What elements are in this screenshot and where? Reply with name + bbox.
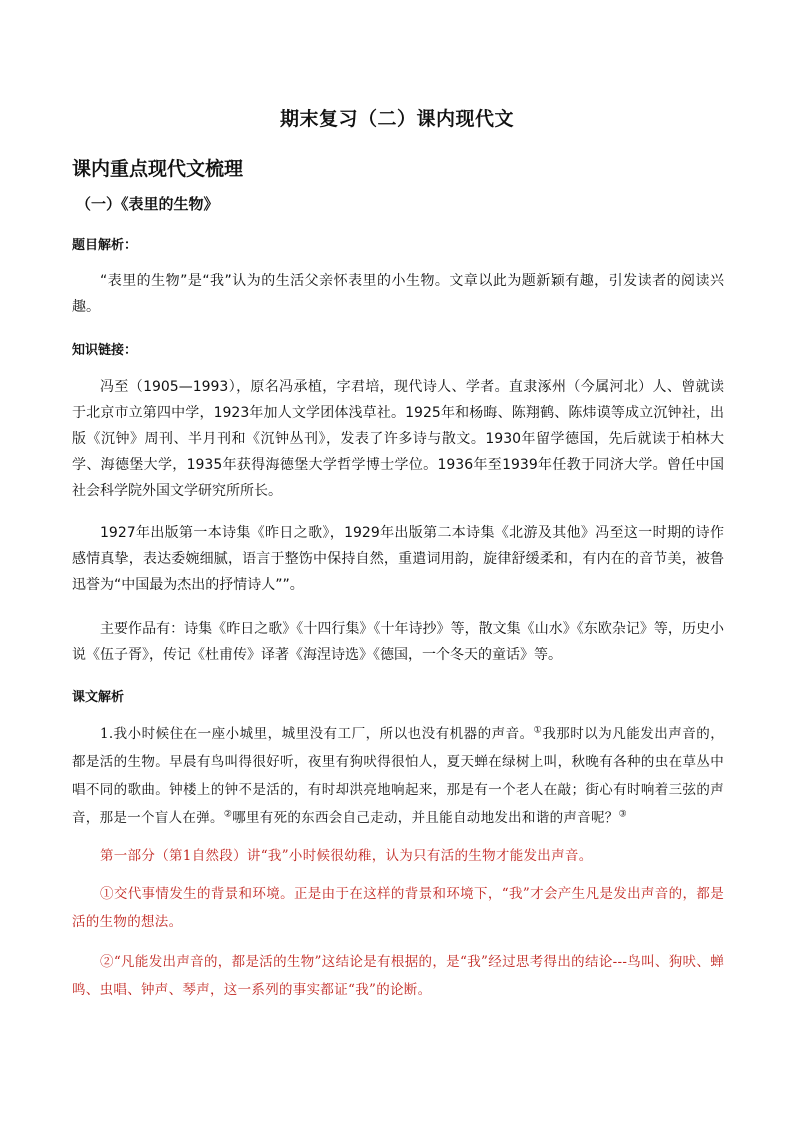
analysis-note-2: ①交代事情发生的背景和环境。正是由于在这样的背景和环境下，“我”才会产生凡是发出声音的，都是活的生物的想法。	[72, 886, 724, 930]
text-segment: 1.我小时候住在一座小城里，城里没有工厂，所以也没有机器的声音。	[100, 726, 534, 742]
knowledge-label: 知识链接：	[72, 343, 138, 358]
text-segment: 我那时以为凡能发出声音的，都是活的生物。早晨有鸟叫得很好听，夜里有狗吠得很怕人，夏天蝉在绿树上叫，秋晚有各种的虫在草丛中唱不同的歌曲。钟楼上的钟不是活的，有时却洪亮地响起来，那是有一个老人在敲；街心有时响着三弦的声音，那是一个盲人在弹。	[72, 726, 725, 826]
text-paragraph-1	[72, 720, 724, 832]
annotation-mark-3: ③	[618, 809, 627, 820]
annotation-mark-2: ②	[223, 809, 233, 820]
analysis-note-3: ②“凡能发出声音的，都是活的生物”这结论是有根据的，是“我”经过思考得出的结论---鸟叫、狗吠、蝉鸣、虫唱、钟声、琴声，这一系列的事实都证“我”的论断。	[72, 954, 724, 998]
knowledge-paragraph-2: 1927年出版第一本诗集《昨日之歌》，1929年出版第二本诗集《北游及其他》冯至这一时期的诗作感情真挚，表达委婉细腻，语言于整饬中保持自然，重遣词用韵，旋律舒缓柔和，有内在的音节美，被鲁迅誉为“中国最为杰出的抒情诗人””。	[72, 525, 724, 593]
analysis-label: 课文解析	[72, 690, 125, 705]
subsection-heading: （一）《表里的生物》	[76, 195, 219, 213]
knowledge-paragraph-1: 冯至（1905—1993），原名冯承植，字君培，现代诗人、学者。直隶涿州（今属河北）人、曾就读于北京市立第四中学，1923年加人文学团体浅草社。1925年和杨晦、陈翔鹤、陈炜谟等成立沉钟社，出版《沉钟》周刊、半月刊和《沉钟丛刊》，发表了许多诗与散文。1930年留学德国，先后就读于柏林大学、海德堡大学，1935年获得海德堡大学哲学博士学位。1936年至1939年任教于同济大学。曾任中国社会科学院外国文学研究所所长。	[72, 379, 724, 499]
text-segment: 哪里有死的东西会自己走动，并且能自动地发出和谐的声音呢？	[232, 810, 619, 826]
section-heading: 课内重点现代文梳理	[72, 158, 244, 180]
topic-paragraph: “表里的生物”是“我”认为的生活父亲怀表里的小生物。文章以此为题新颖有趣，引发读者的阅读兴趣。	[72, 273, 724, 315]
topic-label: 题目解析：	[72, 238, 138, 253]
analysis-note-1: 第一部分（第1自然段）讲“我”小时候很幼稚，认为只有活的生物才能发出声音。	[100, 848, 593, 864]
annotation-mark-1: ①	[533, 725, 543, 736]
document-title: 期末复习（二）课内现代文	[279, 108, 514, 130]
knowledge-paragraph-3: 主要作品有：诗集《昨日之歌》《十四行集》《十年诗抄》等，散文集《山水》《东欧杂记》等，历史小说《伍子胥》，传记《杜甫传》译著《海涅诗选》《德国，一个冬天的童话》等。	[72, 621, 724, 663]
